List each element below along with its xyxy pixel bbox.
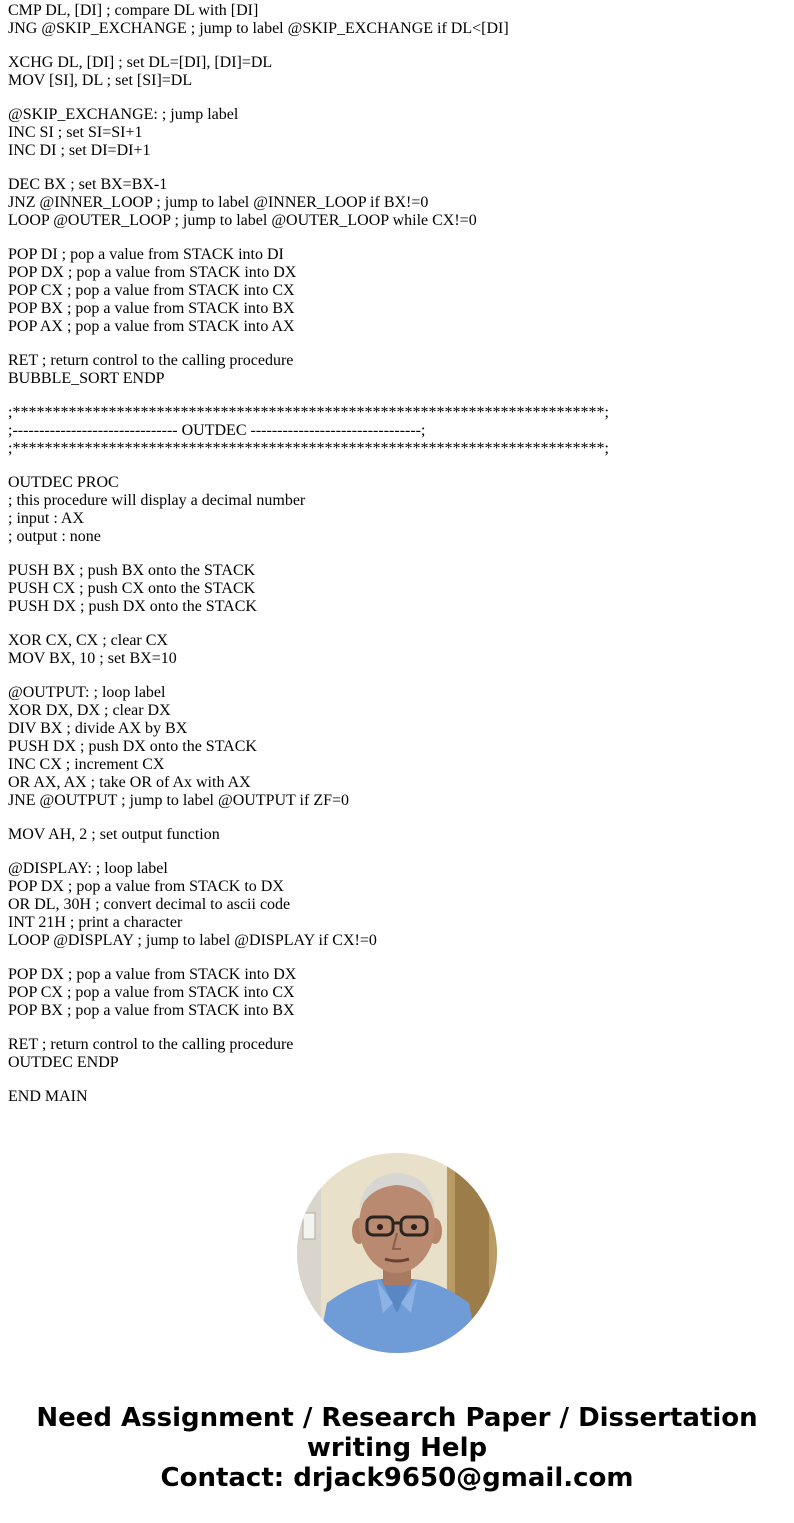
assembly-code-listing [8, 2, 788, 1122]
code-line: XOR CX, CX ; clear CX [8, 632, 168, 649]
code-line: POP CX ; pop a value from STACK into CX [8, 984, 295, 1001]
code-line: INC CX ; increment CX [8, 756, 165, 773]
code-paragraph [8, 966, 788, 1020]
code-line: POP DX ; pop a value from STACK into DX [8, 264, 297, 281]
code-line: BUBBLE_SORT ENDP [8, 370, 165, 387]
code-line: PUSH CX ; push CX onto the STACK [8, 580, 256, 597]
code-line: @OUTPUT: ; loop label [8, 684, 166, 701]
code-paragraph [8, 54, 788, 90]
code-line: ;------------------------------- OUTDEC --------------------------------; [8, 422, 426, 439]
code-line: LOOP @DISPLAY ; jump to label @DISPLAY if CX!=0 [8, 932, 377, 949]
code-line: ;**************************************************************************; [8, 440, 609, 457]
author-avatar [297, 1153, 497, 1353]
code-line: OR AX, AX ; take OR of Ax with AX [8, 774, 251, 791]
code-line: @DISPLAY: ; loop label [8, 860, 168, 877]
code-line: POP DI ; pop a value from STACK into DI [8, 246, 284, 263]
code-line: ;**************************************************************************; [8, 404, 609, 421]
code-line: POP DX ; pop a value from STACK into DX [8, 966, 297, 983]
code-paragraph [8, 1088, 788, 1106]
code-line: INT 21H ; print a character [8, 914, 183, 931]
code-paragraph [8, 474, 788, 546]
code-paragraph [8, 2, 788, 38]
code-line: DIV BX ; divide AX by BX [8, 720, 188, 737]
code-line: XOR DX, DX ; clear DX [8, 702, 171, 719]
footer-line-1: Need Assignment / Research Paper / Dissertation [36, 1403, 758, 1433]
code-line: PUSH BX ; push BX onto the STACK [8, 562, 256, 579]
code-paragraph [8, 246, 788, 336]
code-line: POP BX ; pop a value from STACK into BX [8, 300, 295, 317]
code-line: MOV [SI], DL ; set [SI]=DL [8, 72, 193, 89]
code-line: OUTDEC ENDP [8, 1054, 119, 1071]
code-line: JNZ @INNER_LOOP ; jump to label @INNER_LOOP if BX!=0 [8, 194, 429, 211]
code-line: ; input : AX [8, 510, 85, 527]
code-paragraph [8, 860, 788, 950]
code-line: MOV BX, 10 ; set BX=10 [8, 650, 177, 667]
code-line: INC SI ; set SI=SI+1 [8, 124, 143, 141]
code-line: JNE @OUTPUT ; jump to label @OUTPUT if ZF=0 [8, 792, 350, 809]
code-line: OR DL, 30H ; convert decimal to ascii code [8, 896, 291, 913]
code-line: MOV AH, 2 ; set output function [8, 826, 220, 843]
code-line: ; this procedure will display a decimal number [8, 492, 306, 509]
code-line: RET ; return control to the calling procedure [8, 1036, 294, 1053]
code-paragraph [8, 562, 788, 616]
code-line: POP AX ; pop a value from STACK into AX [8, 318, 295, 335]
person-portrait-icon [297, 1153, 497, 1353]
code-line: ; output : none [8, 528, 101, 545]
code-paragraph [8, 632, 788, 668]
code-line: POP CX ; pop a value from STACK into CX [8, 282, 295, 299]
code-paragraph [8, 176, 788, 230]
code-line: END MAIN [8, 1088, 88, 1105]
code-paragraph [8, 106, 788, 160]
code-line: INC DI ; set DI=DI+1 [8, 142, 151, 159]
code-line: OUTDEC PROC [8, 474, 119, 491]
code-paragraph [8, 1036, 788, 1072]
code-line: CMP DL, [DI] ; compare DL with [DI] [8, 2, 259, 19]
code-line: DEC BX ; set BX=BX-1 [8, 176, 168, 193]
code-paragraph [8, 404, 788, 458]
code-line: LOOP @OUTER_LOOP ; jump to label @OUTER_LOOP while CX!=0 [8, 212, 477, 229]
code-paragraph [8, 352, 788, 388]
footer-promo [0, 1403, 794, 1493]
code-line: XCHG DL, [DI] ; set DL=[DI], [DI]=DL [8, 54, 273, 71]
code-paragraph [8, 684, 788, 810]
footer-line-2: writing Help [306, 1433, 488, 1463]
footer-contact: Contact: drjack9650@gmail.com [160, 1463, 634, 1493]
code-line: PUSH DX ; push DX onto the STACK [8, 598, 257, 615]
code-line: PUSH DX ; push DX onto the STACK [8, 738, 257, 755]
code-line: @SKIP_EXCHANGE: ; jump label [8, 106, 239, 123]
code-paragraph [8, 826, 788, 844]
code-line: POP DX ; pop a value from STACK to DX [8, 878, 284, 895]
code-line: JNG @SKIP_EXCHANGE ; jump to label @SKIP_EXCHANGE if DL<[DI] [8, 20, 509, 37]
code-line: RET ; return control to the calling procedure [8, 352, 294, 369]
code-line: POP BX ; pop a value from STACK into BX [8, 1002, 295, 1019]
